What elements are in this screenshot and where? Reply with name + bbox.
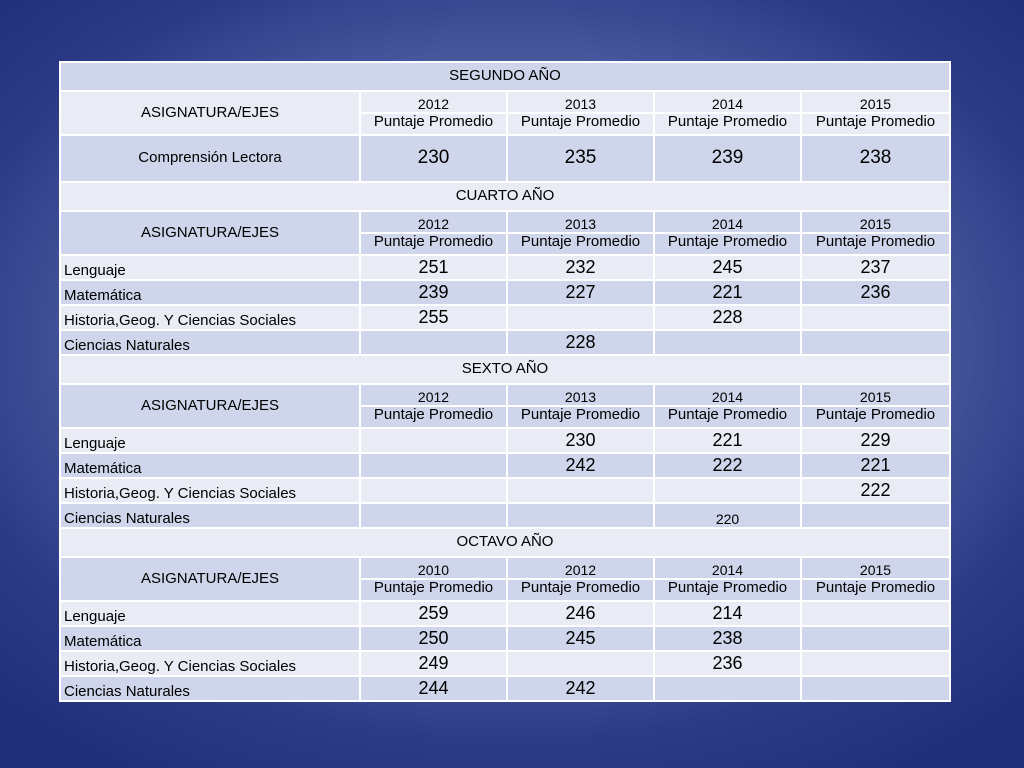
- column-header-metric: Puntaje Promedio: [507, 233, 654, 255]
- column-header-metric: Puntaje Promedio: [654, 579, 801, 601]
- header-row: [60, 557, 950, 579]
- score-cell: [507, 651, 654, 676]
- header-row: [60, 384, 950, 406]
- score-cell: [801, 626, 950, 651]
- score-cell: [360, 478, 507, 503]
- subject-cell: Ciencias Naturales: [60, 330, 360, 355]
- column-header-year: 2012: [507, 557, 654, 579]
- section-title-row: [60, 62, 950, 91]
- score-cell: 259: [360, 601, 507, 626]
- subject-cell: Lenguaje: [60, 428, 360, 453]
- column-header-metric: Puntaje Promedio: [801, 113, 950, 135]
- column-header-metric: Puntaje Promedio: [654, 233, 801, 255]
- table-row: [60, 478, 950, 503]
- header-row: [60, 91, 950, 113]
- score-cell: [654, 676, 801, 701]
- score-cell: [654, 478, 801, 503]
- column-header-metric: Puntaje Promedio: [801, 406, 950, 428]
- column-header-year: 2012: [360, 384, 507, 406]
- column-header-subject: ASIGNATURA/EJES: [60, 91, 360, 135]
- table-row: [60, 453, 950, 478]
- score-cell: 244: [360, 676, 507, 701]
- table-row: [60, 428, 950, 453]
- score-cell: 255: [360, 305, 507, 330]
- score-cell: 245: [507, 626, 654, 651]
- column-header-metric: Puntaje Promedio: [507, 406, 654, 428]
- score-cell: 220: [654, 503, 801, 528]
- score-cell: [507, 305, 654, 330]
- score-cell: 239: [654, 135, 801, 182]
- section-title: SEXTO AÑO: [60, 355, 950, 384]
- column-header-metric: Puntaje Promedio: [360, 579, 507, 601]
- table-row: [60, 601, 950, 626]
- score-cell: [360, 428, 507, 453]
- column-header-year: 2013: [507, 384, 654, 406]
- subject-cell: Matemática: [60, 280, 360, 305]
- table-row: [60, 651, 950, 676]
- subject-cell: Lenguaje: [60, 601, 360, 626]
- section-title: CUARTO AÑO: [60, 182, 950, 211]
- section-title-row: [60, 528, 950, 557]
- header-row: [60, 211, 950, 233]
- score-cell: [507, 503, 654, 528]
- column-header-metric: Puntaje Promedio: [654, 113, 801, 135]
- column-header-year: 2012: [360, 91, 507, 113]
- score-cell: [360, 330, 507, 355]
- column-header-year: 2015: [801, 211, 950, 233]
- column-header-year: 2013: [507, 211, 654, 233]
- score-cell: [801, 503, 950, 528]
- score-cell: [360, 503, 507, 528]
- column-header-year: 2014: [654, 91, 801, 113]
- score-cell: [801, 305, 950, 330]
- section-title-row: [60, 182, 950, 211]
- table-row: [60, 255, 950, 280]
- subject-cell: Comprensión Lectora: [60, 135, 360, 182]
- score-cell: [801, 651, 950, 676]
- column-header-year: 2014: [654, 557, 801, 579]
- table-row: [60, 135, 950, 182]
- score-cell: 230: [507, 428, 654, 453]
- subject-cell: Historia,Geog. Y Ciencias Sociales: [60, 478, 360, 503]
- section-title-row: [60, 355, 950, 384]
- column-header-year: 2012: [360, 211, 507, 233]
- score-cell: 242: [507, 676, 654, 701]
- score-cell: 214: [654, 601, 801, 626]
- score-cell: [801, 330, 950, 355]
- column-header-year: 2015: [801, 384, 950, 406]
- table-row: [60, 305, 950, 330]
- column-header-metric: Puntaje Promedio: [360, 233, 507, 255]
- subject-cell: Ciencias Naturales: [60, 503, 360, 528]
- score-cell: 239: [360, 280, 507, 305]
- column-header-year: 2015: [801, 91, 950, 113]
- column-header-subject: ASIGNATURA/EJES: [60, 557, 360, 601]
- column-header-year: 2015: [801, 557, 950, 579]
- column-header-year: 2013: [507, 91, 654, 113]
- score-cell: 235: [507, 135, 654, 182]
- column-header-metric: Puntaje Promedio: [654, 406, 801, 428]
- column-header-metric: Puntaje Promedio: [801, 233, 950, 255]
- score-cell: 227: [507, 280, 654, 305]
- score-cell: 221: [801, 453, 950, 478]
- score-cell: 236: [654, 651, 801, 676]
- score-cell: [360, 453, 507, 478]
- column-header-subject: ASIGNATURA/EJES: [60, 384, 360, 428]
- score-cell: 236: [801, 280, 950, 305]
- table-row: [60, 330, 950, 355]
- score-cell: 237: [801, 255, 950, 280]
- score-cell: [507, 478, 654, 503]
- subject-cell: Historia,Geog. Y Ciencias Sociales: [60, 651, 360, 676]
- column-header-year: 2014: [654, 384, 801, 406]
- score-cell: 238: [801, 135, 950, 182]
- score-cell: 222: [801, 478, 950, 503]
- subject-cell: Ciencias Naturales: [60, 676, 360, 701]
- score-cell: 249: [360, 651, 507, 676]
- results-table: [59, 61, 951, 702]
- table-row: [60, 280, 950, 305]
- column-header-metric: Puntaje Promedio: [360, 113, 507, 135]
- column-header-metric: Puntaje Promedio: [507, 113, 654, 135]
- section-title: OCTAVO AÑO: [60, 528, 950, 557]
- score-cell: 232: [507, 255, 654, 280]
- column-header-metric: Puntaje Promedio: [507, 579, 654, 601]
- subject-cell: Lenguaje: [60, 255, 360, 280]
- score-cell: 250: [360, 626, 507, 651]
- column-header-metric: Puntaje Promedio: [801, 579, 950, 601]
- score-cell: [801, 676, 950, 701]
- score-cell: 238: [654, 626, 801, 651]
- table-row: [60, 503, 950, 528]
- score-cell: [654, 330, 801, 355]
- column-header-subject: ASIGNATURA/EJES: [60, 211, 360, 255]
- score-cell: 242: [507, 453, 654, 478]
- score-cell: [801, 601, 950, 626]
- score-cell: 229: [801, 428, 950, 453]
- score-cell: 222: [654, 453, 801, 478]
- subject-cell: Matemática: [60, 453, 360, 478]
- score-cell: 251: [360, 255, 507, 280]
- score-cell: 228: [507, 330, 654, 355]
- score-cell: 221: [654, 280, 801, 305]
- column-header-metric: Puntaje Promedio: [360, 406, 507, 428]
- score-cell: 246: [507, 601, 654, 626]
- table-row: [60, 676, 950, 701]
- subject-cell: Historia,Geog. Y Ciencias Sociales: [60, 305, 360, 330]
- column-header-year: 2014: [654, 211, 801, 233]
- score-cell: 221: [654, 428, 801, 453]
- score-cell: 245: [654, 255, 801, 280]
- score-cell: 230: [360, 135, 507, 182]
- score-cell: 228: [654, 305, 801, 330]
- column-header-year: 2010: [360, 557, 507, 579]
- table-row: [60, 626, 950, 651]
- section-title: SEGUNDO AÑO: [60, 62, 950, 91]
- subject-cell: Matemática: [60, 626, 360, 651]
